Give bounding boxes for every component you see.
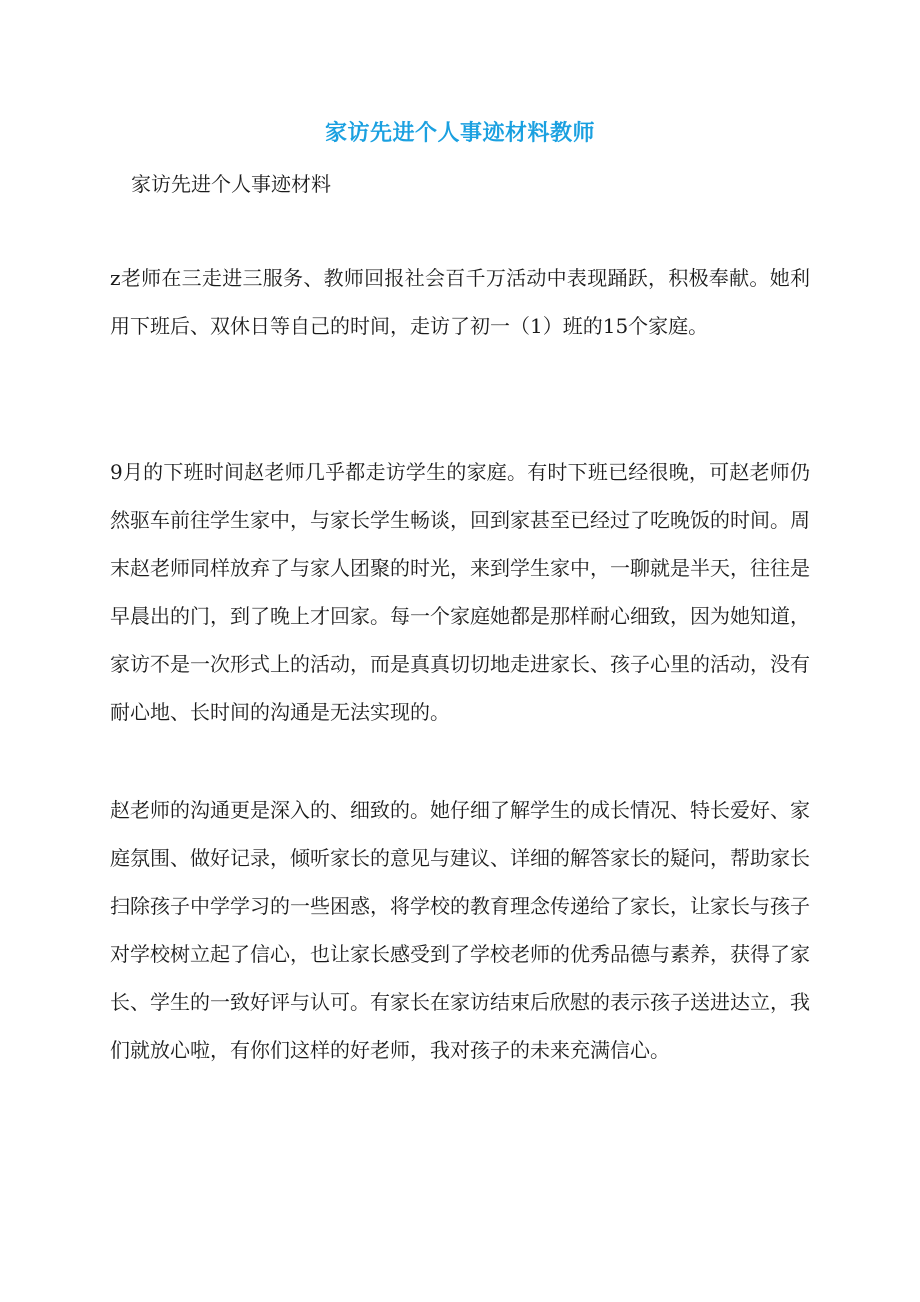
paragraph-3: 赵老师的沟通更是深入的、细致的。她仔细了解学生的成长情况、特长爱好、家庭氛围、做好记录，倾听家长的意见与建议、详细的解答家长的疑问，帮助家长扫除孩子中学学习的一些困惑，将学校的教育理念传递给了家长，让家长与孩子对学校树立起了信心，也让家长感受到了学校老师的优秀品德与素养，获得了家长、学生的一致好评与认可。有家长在家访结束后欣慰的表示孩子送进达立，我们就放心啦，有你们这样的好老师，我对孩子的未来充满信心。 [110,798,810,1062]
document-subtitle: 家访先进个人事迹材料 [131,172,331,196]
paragraph-2: 9月的下班时间赵老师几乎都走访学生的家庭。有时下班已经很晚，可赵老师仍然驱车前往学生家中，与家长学生畅谈，回到家甚至已经过了吃晚饭的时间。周末赵老师同样放弃了与家人团聚的时光，来到学生家中，一聊就是半天，往往是早晨出的门，到了晚上才回家。每一个家庭她都是那样耐心细致，因为她知道，家访不是一次形式上的活动，而是真真切切地走进家长、孩子心里的活动，没有耐心地、长时间的沟通是无法实现的。 [110,460,810,724]
paragraph-1: z老师在三走进三服务、教师回报社会百千万活动中表现踊跃，积极奉献。她利用下班后、双休日等自己的时间，走访了初一（1）班的15个家庭。 [110,266,810,338]
document-title: 家访先进个人事迹材料教师 [324,120,595,146]
